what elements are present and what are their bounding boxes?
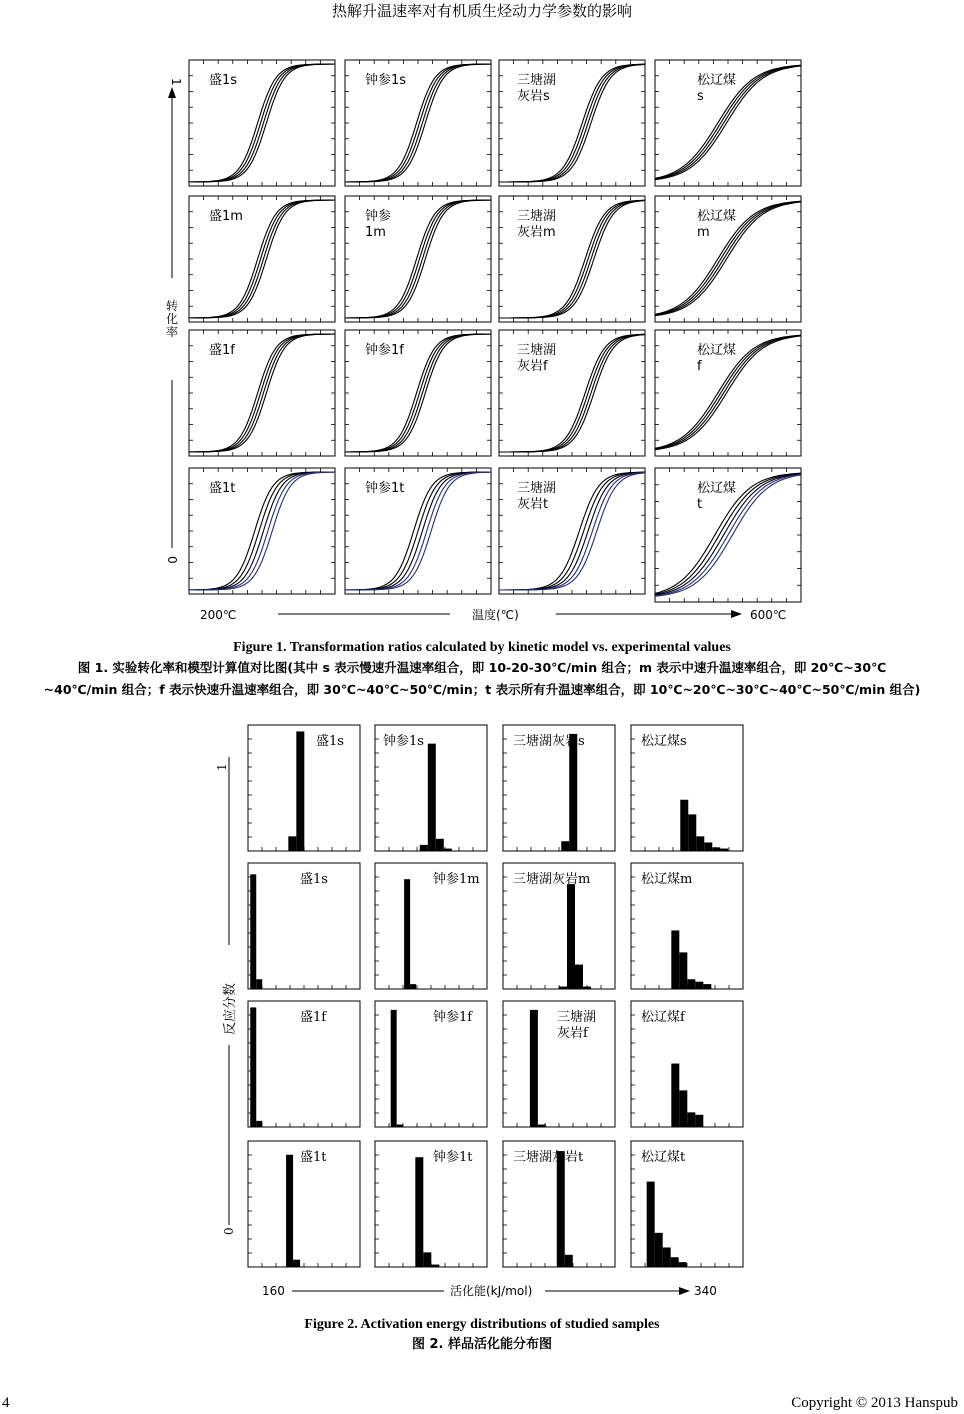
fig2-panel-label: 钟参1t: [433, 1150, 473, 1165]
fig2-bar: [696, 836, 704, 851]
fig2-panel-label: 盛1s: [316, 734, 344, 749]
fig2-panel-label: 钟参1s: [383, 734, 424, 749]
fig2-bar: [567, 884, 575, 989]
fig1-panel-label: 1m: [365, 225, 386, 240]
fig2-bar: [404, 879, 410, 989]
fig1-panel-0-2: [499, 60, 645, 186]
fig2-panel-0-3: [631, 725, 743, 851]
fig1-panel-0-0: [189, 60, 335, 186]
fig2-bar: [695, 982, 703, 989]
fig1-y-label: 转化率: [165, 299, 178, 339]
fig1-panel-label: 松辽煤: [697, 481, 737, 496]
fig1-panel-1-1: [345, 196, 491, 322]
fig2-bar: [671, 1064, 679, 1127]
fig1-panel-label: 三塘湖: [517, 481, 557, 496]
fig1-panel-3-3: [655, 468, 801, 602]
fig2-y-label: 反应分数: [223, 982, 238, 1035]
fig2-bar: [530, 1010, 538, 1127]
fig1-panel-label: 松辽煤: [697, 73, 737, 88]
fig2-bar: [687, 979, 695, 989]
fig2-bar: [436, 839, 444, 851]
figure-1: [0, 0, 964, 640]
fig1-panel-label: 灰岩t: [517, 497, 549, 512]
fig1-panel-label: 盛1s: [209, 73, 238, 88]
fig2-bar: [538, 1125, 546, 1127]
fig2-panel-1-2: [503, 863, 615, 989]
fig1-x-right: 600℃: [750, 608, 787, 622]
fig2-bar: [704, 842, 712, 851]
fig2-x-left: 160: [262, 1284, 285, 1298]
figure-1-caption-en: Figure 1. Transformation ratios calculated by kinetic model vs. experimental values: [233, 640, 731, 655]
fig2-bar: [655, 1233, 663, 1267]
fig2-bar: [695, 1115, 703, 1127]
fig2-bar: [293, 1260, 300, 1267]
fig1-panel-label: 三塘湖: [517, 343, 557, 358]
fig2-bar: [391, 1010, 397, 1127]
fig2-panel-label: 钟参1f: [433, 1010, 473, 1025]
fig2-panel-label: 三塘湖灰岩m: [513, 872, 591, 887]
fig2-panel-3-2: [503, 1141, 615, 1267]
figure-1-caption-zh-line2: ~40℃/min 组合；f 表示快速升温速率组合，即 30℃~40℃~50℃/min；t 表示所有升温速率组合，即 10℃~20℃~30℃~40℃~50℃/min 组合): [43, 682, 921, 697]
fig2-panel-1-3: [631, 863, 743, 989]
fig2-y-top: 1: [215, 763, 229, 771]
fig2-bar: [250, 874, 256, 989]
fig1-panel-label: 三塘湖: [517, 73, 557, 88]
fig1-panel-0-3: [655, 60, 801, 186]
fig2-bar: [565, 1255, 573, 1267]
fig2-bar: [561, 841, 569, 851]
fig1-panel-label: t: [697, 497, 703, 512]
fig1-panel-label: 松辽煤: [697, 343, 737, 358]
fig1-panel-label: m: [697, 225, 710, 240]
running-header: 热解升温速率对有机质生烃动力学参数的影响: [331, 2, 632, 20]
figure-2: [0, 705, 964, 1315]
figure-2-caption-zh: 图 2. 样品活化能分布图: [411, 1337, 553, 1352]
fig1-panel-label: 松辽煤: [697, 209, 737, 224]
fig2-bar: [671, 1257, 679, 1267]
fig1-panel-2-2: [499, 330, 645, 456]
fig2-panel-3-3: [631, 1141, 743, 1267]
fig1-panel-label: 盛1t: [209, 481, 236, 496]
fig2-x-right: 340: [694, 1284, 717, 1298]
fig2-bar: [559, 987, 567, 989]
fig1-panel-label: 钟参1s: [365, 73, 407, 88]
fig1-y-top: 1: [169, 78, 183, 86]
fig1-panel-label: 盛1m: [209, 209, 243, 224]
fig2-bar: [256, 1121, 262, 1127]
fig1-panel-label: 三塘湖: [517, 209, 557, 224]
fig2-bar: [256, 979, 262, 989]
fig1-x-left: 200℃: [200, 608, 237, 622]
fig2-y-bottom: 0: [222, 1227, 236, 1235]
fig2-bar: [431, 1265, 439, 1267]
fig2-bar: [688, 814, 696, 851]
fig1-panel-0-1: [345, 60, 491, 186]
fig1-panel-2-1: [345, 330, 491, 456]
fig2-bar: [647, 1182, 655, 1267]
fig2-panel-label: 钟参1m: [433, 872, 480, 887]
fig2-panel-3-0: [248, 1141, 360, 1267]
fig1-panel-3-1: [345, 468, 491, 594]
copyright: Copyright © 2013 Hanspub: [791, 1395, 958, 1411]
fig2-bar: [569, 734, 577, 851]
fig1-panel-2-0: [189, 330, 335, 456]
fig1-panel-3-0: [189, 468, 335, 594]
fig1-panel-label: 钟参: [365, 209, 392, 224]
fig2-bar: [286, 1155, 293, 1267]
fig2-bar: [423, 1252, 431, 1267]
fig2-panel-label: 松辽煤s: [641, 734, 687, 749]
fig1-panel-1-3: [655, 196, 801, 322]
fig2-panel-label: 盛1s: [300, 872, 328, 887]
fig2-bar: [663, 1247, 671, 1267]
fig2-panel-1-1: [375, 863, 487, 989]
fig2-panel-2-0: [248, 1001, 360, 1127]
fig2-bar: [428, 744, 436, 851]
fig2-bar: [679, 1262, 687, 1267]
fig1-panel-label: 灰岩s: [517, 89, 550, 104]
page-number: 4: [2, 1395, 10, 1411]
fig2-bar: [397, 1125, 403, 1127]
fig1-panel-2-3: [655, 330, 801, 456]
fig2-bar: [680, 800, 688, 851]
fig2-panel-0-0: [248, 725, 360, 851]
fig1-panel-3-2: [499, 468, 645, 594]
fig1-panel-label: 钟参1t: [365, 481, 405, 496]
figure-1-caption-zh-line1: 图 1. 实验转化率和模型计算值对比图(其中 s 表示慢速升温速率组合，即 10-20-30℃/min 组合；m 表示中速升温速率组合，即 20℃~30℃: [77, 660, 887, 675]
fig2-bar: [703, 984, 711, 989]
fig2-bar: [712, 847, 720, 851]
fig2-bar: [410, 984, 416, 989]
fig2-panel-label: 三塘湖灰岩s: [513, 734, 585, 749]
fig2-bar: [557, 1151, 565, 1267]
fig2-panel-1-0: [248, 863, 360, 989]
fig1-panel-label: s: [697, 89, 704, 104]
fig2-panel-label: 盛1f: [300, 1010, 327, 1025]
fig1-panel-label: 盛1f: [209, 343, 235, 358]
fig2-bar: [720, 849, 728, 851]
fig2-bar: [575, 965, 583, 989]
fig2-panel-label: 三塘湖: [557, 1010, 597, 1025]
fig1-x-label: 温度(℃): [472, 608, 519, 622]
fig2-panel-label: 松辽煤f: [641, 1010, 685, 1025]
fig1-y-bottom: 0: [165, 556, 179, 564]
fig1-panel-label: 钟参1f: [365, 343, 404, 358]
fig2-panel-0-1: [375, 725, 487, 851]
fig2-panel-label: 松辽煤t: [641, 1150, 686, 1165]
fig2-bar: [296, 731, 304, 851]
fig1-panel-1-0: [189, 196, 335, 322]
fig2-panel-2-1: [375, 1001, 487, 1127]
fig2-x-label: 活化能(kJ/mol): [450, 1284, 533, 1298]
fig2-bar: [444, 849, 452, 851]
fig2-bar: [415, 1157, 423, 1267]
fig1-panel-label: 灰岩m: [517, 225, 556, 240]
fig2-panel-2-2: [503, 1001, 615, 1127]
fig2-panel-label: 盛1t: [300, 1150, 327, 1165]
fig2-panel-label: 三塘湖灰岩t: [513, 1150, 584, 1165]
fig2-panel-label: 灰岩f: [557, 1026, 588, 1041]
figure-2-caption-en: Figure 2. Activation energy distributions of studied samples: [304, 1317, 660, 1332]
fig2-bar: [679, 952, 687, 989]
fig1-panel-label: f: [697, 359, 702, 374]
fig2-panel-3-1: [375, 1141, 487, 1267]
fig2-panel-0-2: [503, 725, 615, 851]
fig2-panel-2-3: [631, 1001, 743, 1127]
fig2-bar: [671, 930, 679, 989]
fig2-bar: [288, 836, 296, 851]
fig2-bar: [420, 845, 428, 851]
fig2-bar: [679, 1090, 687, 1127]
fig1-panel-1-2: [499, 196, 645, 322]
fig2-panel-label: 松辽煤m: [641, 872, 693, 887]
fig1-panel-label: 灰岩f: [517, 359, 548, 374]
fig2-bar: [250, 1007, 256, 1127]
fig2-bar: [583, 987, 591, 989]
fig2-bar: [687, 1112, 695, 1127]
